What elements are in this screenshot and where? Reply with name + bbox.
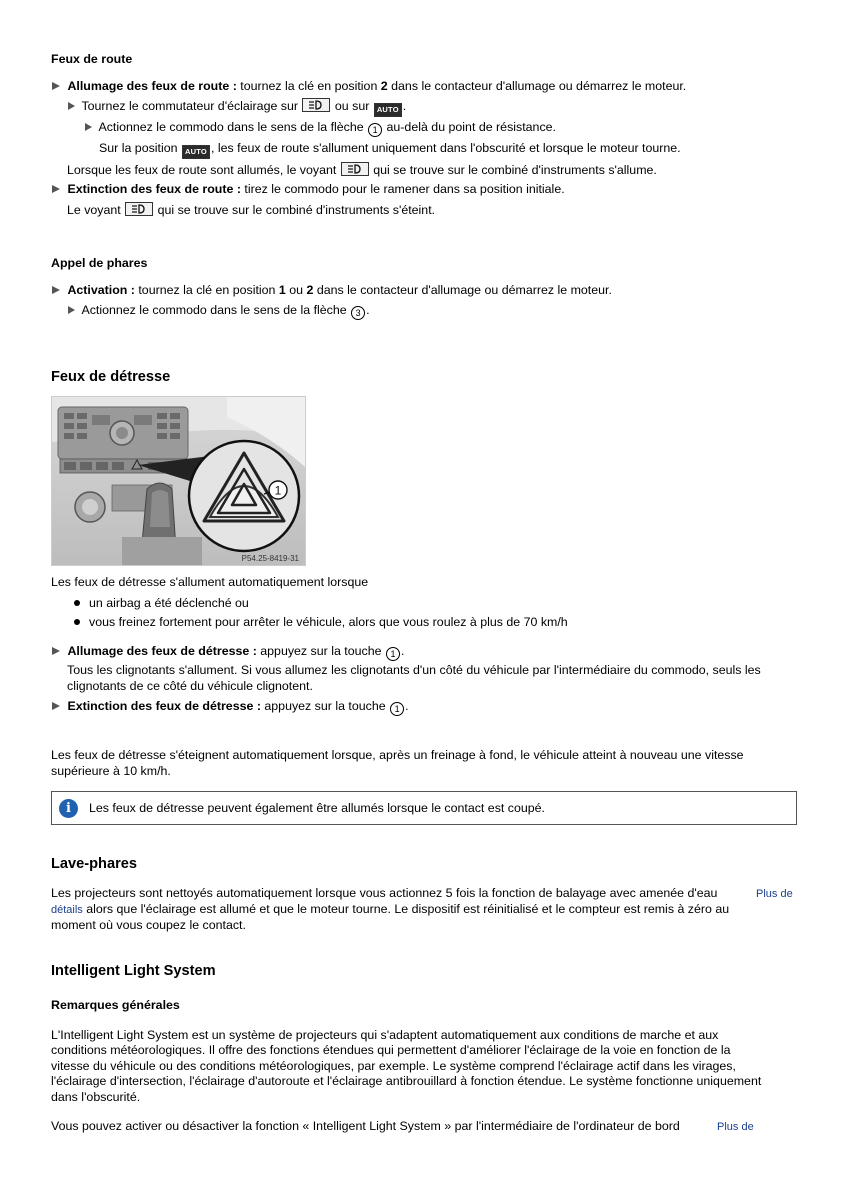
section-title-high-beam: Feux de route: [51, 52, 133, 66]
washer-text-line2: détails alors que l'éclairage est allumé et que le moteur tourne. Le dispositif est réinitialisé et le compteur est remis à zéro au: [51, 902, 730, 916]
callout-1-icon: 1: [368, 123, 382, 137]
step-hazard-off: Extinction des feux de détresse : appuyez sur la touche 1 .: [52, 699, 409, 716]
substep-lever: Actionnez le commodo dans le sens de la flèche 1 au-delà du point de résistance.: [85, 120, 556, 137]
step-arrow-icon: [52, 82, 60, 90]
more-details-link-cont[interactable]: détails: [51, 904, 83, 916]
step-arrow-icon: [52, 702, 60, 710]
auto-position-note: Sur la position AUTO , les feux de route s'allument uniquement dans l'obscurité et lorsque le moteur tourne.: [99, 141, 681, 159]
callout-3-icon: 3: [351, 306, 365, 320]
more-details-link[interactable]: Plus de: [756, 888, 793, 900]
hazard-intro: Les feux de détresse s'allument automatiquement lorsque: [51, 575, 369, 589]
hazard-on-desc-line2: clignotants de ce côté du véhicule clignotent.: [67, 679, 313, 693]
section-title-headlamp-flash: Appel de phares: [51, 256, 148, 270]
callout-1-icon: 1: [390, 702, 404, 716]
step-arrow-icon: [52, 286, 60, 294]
step-flash-activation: Activation : tournez la clé en position 1 ou 2 dans le contacteur d'allumage ou démarrez le moteur.: [52, 283, 612, 298]
ils-activation-text: Vous pouvez activer ou désactiver la fonction « Intelligent Light System » par l'intermédiaire de l'ordinateur de bord: [51, 1119, 680, 1133]
hazard-switch-figure: [51, 396, 306, 566]
auto-switch-icon: AUTO: [182, 145, 210, 159]
high-beam-indicator-icon: [125, 202, 153, 216]
washer-text-line1: Les projecteurs sont nettoyés automatiquement lorsque vous actionnez 5 fois la fonction de balayage avec amenée d'eau: [51, 886, 718, 900]
step-arrow-icon: [68, 306, 75, 314]
washer-text-line3: moment où vous coupez le contact.: [51, 918, 246, 932]
figure-code: P54.25-8419-31: [241, 554, 299, 563]
auto-switch-icon: AUTO: [374, 103, 402, 117]
indicator-off-note: Le voyant qui se trouve sur le combiné d'instruments s'éteint.: [67, 203, 436, 217]
hazard-on-desc-line1: Tous les clignotants s'allument. Si vous allumez les clignotants d'un côté du véhicule par l'intermédiaire du commodo, seuls les: [67, 663, 761, 677]
section-title-hazard: Feux de détresse: [51, 369, 171, 385]
ils-paragraph-line: l'éclairage d'intersection, l'éclairage d'autoroute et l'éclairage antibrouillard à fonction étendue. Le système fonctionne uniquement: [51, 1074, 762, 1088]
list-item: un airbag a été déclenché ou: [89, 596, 249, 610]
substep-light-switch: Tournez le commutateur d'éclairage sur ou sur AUTO .: [68, 98, 406, 117]
step-hazard-on: Allumage des feux de détresse : appuyez sur la touche 1 .: [52, 644, 404, 661]
ils-paragraph-line: dans l'obscurité.: [51, 1090, 141, 1104]
hazard-auto-off-line2: supérieure à 10 km/h.: [51, 764, 171, 778]
step-arrow-icon: [52, 647, 60, 655]
step-arrow-icon: [52, 185, 60, 193]
dashboard-illustration: [52, 397, 305, 565]
info-note-box: [51, 791, 797, 825]
info-icon: i: [59, 799, 78, 818]
section-title-ils: Intelligent Light System: [51, 963, 216, 979]
ils-paragraph-line: conditions météorologiques. Il offre des fonctions étendues qui permettent d'améliorer l'éclairage de la voie en fonction de la: [51, 1043, 731, 1057]
list-item: vous freinez fortement pour arrêter le véhicule, alors que vous roulez à plus de 70 km/h: [89, 615, 568, 629]
step-arrow-icon: [85, 123, 92, 131]
more-details-link[interactable]: Plus de: [717, 1121, 754, 1133]
high-beam-indicator-icon: [341, 162, 369, 176]
hazard-auto-off-line1: Les feux de détresse s'éteignent automatiquement lorsque, après un freinage à fond, le véhicule atteint à nouveau une vitesse: [51, 748, 744, 762]
step-arrow-icon: [68, 102, 75, 110]
info-note-text: Les feux de détresse peuvent également être allumés lorsque le contact est coupé.: [89, 801, 545, 815]
ils-subtitle: Remarques générales: [51, 998, 180, 1012]
section-title-headlamp-washer: Lave-phares: [51, 856, 137, 872]
indicator-on-note: Lorsque les feux de route sont allumés, le voyant qui se trouve sur le combiné d'instruments s'allume.: [67, 163, 657, 177]
step-high-beam-on: Allumage des feux de route : tournez la clé en position 2 dans le contacteur d'allumage ou démarrez le moteur.: [52, 79, 686, 94]
callout-1-icon: 1: [386, 647, 400, 661]
bullet-dot: [74, 619, 80, 625]
bullet-dot: [74, 600, 80, 606]
step-high-beam-off: Extinction des feux de route : tirez le commodo pour le ramener dans sa position initiale.: [52, 182, 565, 197]
figure-callout-label: 1: [274, 483, 282, 498]
substep-flash-lever: Actionnez le commodo dans le sens de la flèche 3 .: [68, 303, 370, 320]
high-beam-indicator-icon: [302, 98, 330, 112]
ils-paragraph-line: L'Intelligent Light System est un système de projecteurs qui s'adaptent automatiquement aux conditions de marche et aux: [51, 1028, 719, 1042]
ils-paragraph-line: vitesse du véhicule ou des conditions météorologiques, par exemple. Le système comprend l'éclairage actif dans les virages,: [51, 1059, 736, 1073]
